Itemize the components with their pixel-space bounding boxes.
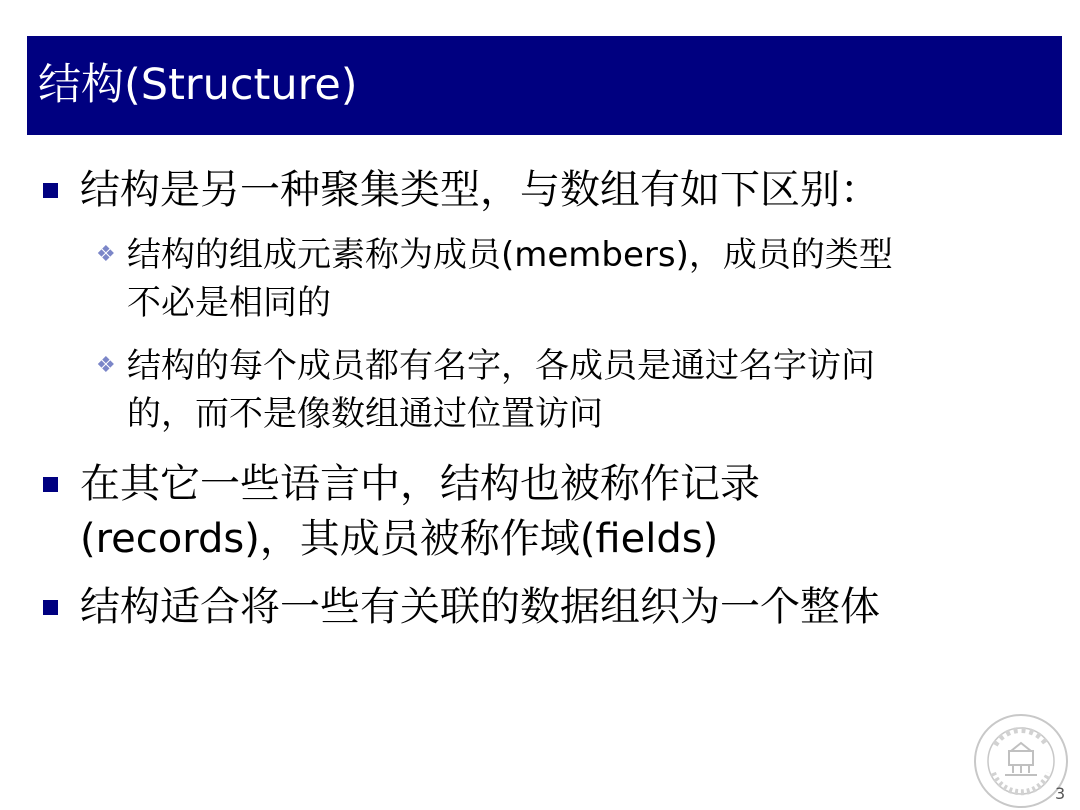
square-bullet-icon — [43, 477, 58, 492]
sub-bullet-1-line-2: 不必是相同的 — [127, 283, 331, 323]
diamond-bullet-icon: ❖ — [96, 353, 116, 378]
slide-title: 结构(Structure) — [38, 60, 358, 110]
square-bullet-icon — [43, 183, 58, 198]
sub-bullet-2-line-1: 结构的每个成员都有名字，各成员是通过名字访问 — [127, 346, 875, 386]
diamond-bullet-icon: ❖ — [96, 242, 116, 267]
bullet-2-line-1: 在其它一些语言中，结构也被称作记录 — [80, 461, 760, 507]
square-bullet-icon — [43, 600, 58, 615]
sub-bullet-2-line-2: 的，而不是像数组通过位置访问 — [127, 394, 603, 434]
bullet-2-line-2: (records)，其成员被称作域(fields) — [80, 516, 719, 562]
sub-bullet-1-line-1: 结构的组成元素称为成员(members)，成员的类型 — [127, 235, 893, 275]
bullet-1-line-1: 结构是另一种聚集类型，与数组有如下区别： — [80, 167, 880, 213]
bullet-3-line-1: 结构适合将一些有关联的数据组织为一个整体 — [80, 584, 880, 630]
page-number: 3 — [1055, 784, 1066, 803]
